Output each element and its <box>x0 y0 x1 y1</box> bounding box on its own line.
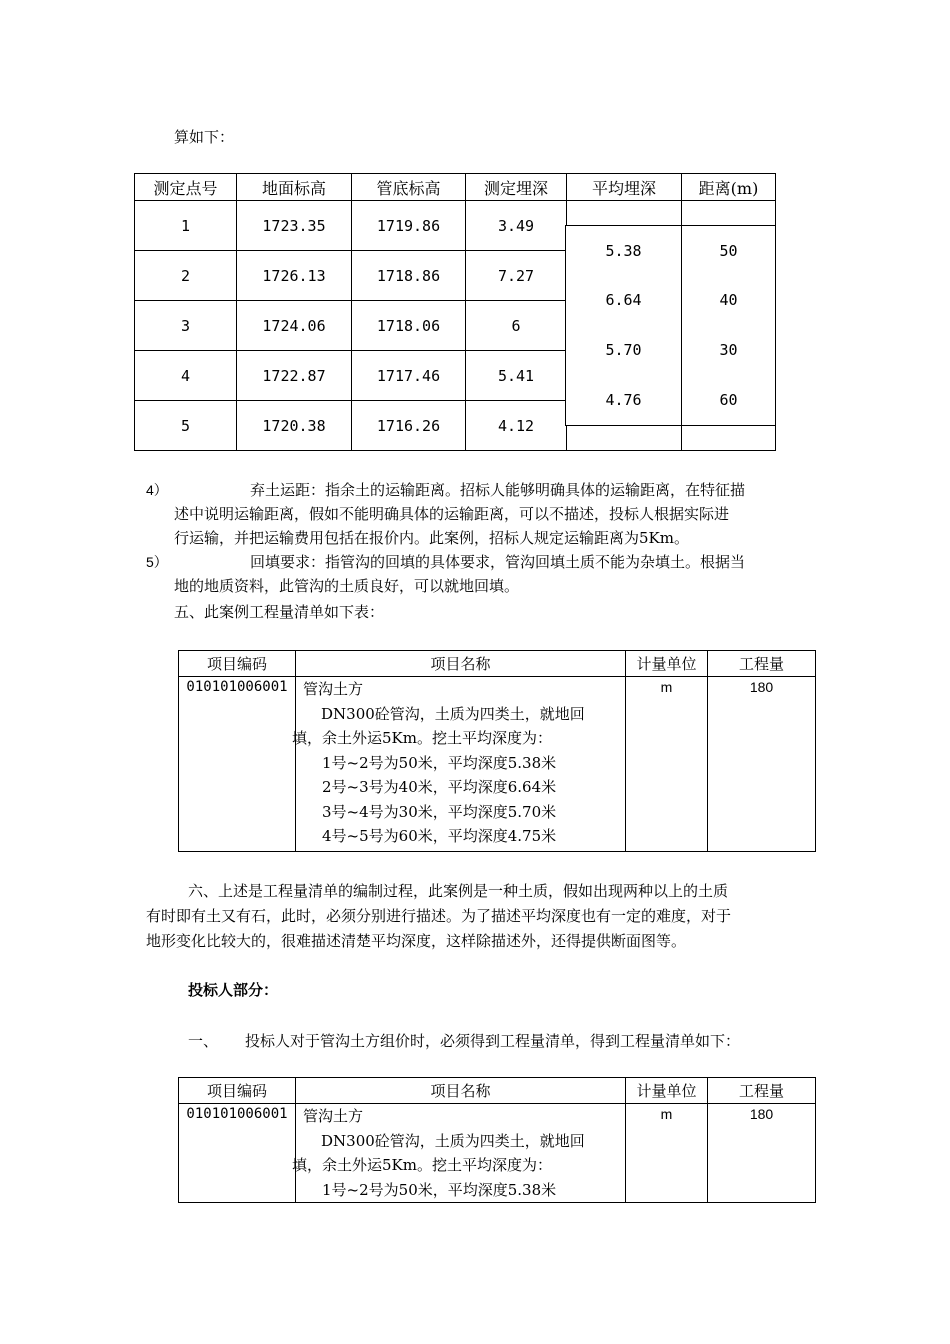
header-avg: 平均埋深 <box>567 174 682 201</box>
bill-name-line: 3号~4号为30米，平均深度5.70米 <box>322 802 557 821</box>
cell-point: 2 <box>135 251 237 301</box>
segment-avg: 5.38 <box>565 225 682 276</box>
cell-depth: 4.12 <box>466 401 567 451</box>
bill-qty: 180 <box>708 1104 816 1203</box>
intro-text: 算如下： <box>174 128 235 146</box>
header-qty: 工程量 <box>708 1078 816 1104</box>
segment-distance: 50 <box>681 225 776 276</box>
segment-avg: 6.64 <box>565 275 682 326</box>
cell-point: 4 <box>135 351 237 401</box>
para4-line: 弃土运距：指余土的运输距离。招标人能够明确具体的运输距离，在特征描 <box>250 481 746 499</box>
cell-pipe: 1719.86 <box>352 201 466 251</box>
header-depth: 测定埋深 <box>466 174 567 201</box>
bill-name-line: 1号~2号为50米，平均深度5.38米 <box>322 753 557 772</box>
segment-distance: 40 <box>681 275 776 326</box>
cell-depth: 3.49 <box>466 201 567 251</box>
para4-line: 行运输，并把运输费用包括在报价内。此案例，招标人规定运输距离为5Km。 <box>174 529 689 547</box>
cell-depth: 6 <box>466 301 567 351</box>
cell-pipe: 1718.06 <box>352 301 466 351</box>
header-code: 项目编码 <box>179 1078 296 1104</box>
bill-code: 010101006001 <box>179 677 296 852</box>
bill-name-line: 1号~2号为50米，平均深度5.38米 <box>322 1180 557 1199</box>
bill-name-line: 2号~3号为40米，平均深度6.64米 <box>322 778 557 796</box>
bidder-line-number: 一、 <box>188 1032 219 1050</box>
cell-ground: 1726.13 <box>237 251 352 301</box>
bill-table-2 <box>178 1077 816 1203</box>
bidder-line-text: 投标人对于管沟土方组价时，必须得到工程量清单，得到工程量清单如下： <box>245 1032 741 1050</box>
bill-name-line: 管沟土方 <box>303 1107 364 1125</box>
table-row <box>179 677 816 852</box>
bill-name-line: 管沟土方 <box>303 680 364 698</box>
segment-avg: 5.70 <box>565 325 682 376</box>
para5-number: 5） <box>146 554 168 570</box>
bill-qty: 180 <box>708 677 816 852</box>
table-row <box>179 1104 816 1203</box>
cell-pipe: 1718.86 <box>352 251 466 301</box>
bill-unit: m <box>626 677 708 852</box>
header-qty: 工程量 <box>708 651 816 677</box>
bill-name-line: 4号~5号为60米，平均深度4.75米 <box>322 827 557 845</box>
bill-name-line: DN300砼管沟，土质为四类土，就地回 <box>321 1131 585 1150</box>
cell-ground: 1723.35 <box>237 201 352 251</box>
header-name: 项目名称 <box>296 651 626 677</box>
para5-line: 地的地质资料，此管沟的土质良好，可以就地回填。 <box>174 577 520 595</box>
bill-table-1 <box>178 650 816 852</box>
bill-name-line: 填，余土外运5Km。挖土平均深度为： <box>292 729 552 747</box>
bill-name <box>292 677 626 852</box>
cell-pipe: 1717.46 <box>352 351 466 401</box>
cell-point: 1 <box>135 201 237 251</box>
header-unit: 计量单位 <box>626 651 708 677</box>
bidder-heading: 投标人部分： <box>188 981 279 999</box>
bill-code: 010101006001 <box>179 1104 296 1203</box>
cell-depth: 5.41 <box>466 351 567 401</box>
cell-ground: 1720.38 <box>237 401 352 451</box>
header-name: 项目名称 <box>296 1078 626 1104</box>
segment-distance: 60 <box>681 375 776 426</box>
header-unit: 计量单位 <box>626 1078 708 1104</box>
para5-line: 回填要求：指管沟的回填的具体要求，管沟回填土质不能为杂填土。根据当 <box>250 553 746 571</box>
bill-name <box>292 1104 626 1203</box>
bill-header-row <box>179 1078 816 1104</box>
cell-ground: 1722.87 <box>237 351 352 401</box>
cell-depth: 7.27 <box>466 251 567 301</box>
section5-title: 五、此案例工程量清单如下表： <box>174 603 385 621</box>
para4-number: 4） <box>146 482 168 498</box>
header-distance: 距离(m) <box>682 174 776 201</box>
para6-line: 六、上述是工程量清单的编制过程，此案例是一种土质，假如出现两种以上的土质 <box>188 882 729 900</box>
header-point: 测定点号 <box>135 174 237 201</box>
header-pipe: 管底标高 <box>352 174 466 201</box>
header-code: 项目编码 <box>179 651 296 677</box>
cell-point: 3 <box>135 301 237 351</box>
cell-pipe: 1716.26 <box>352 401 466 451</box>
para6-line: 地形变化比较大的，很难描述清楚平均深度，这样除描述外，还得提供断面图等。 <box>146 932 687 950</box>
para4-line: 述中说明运输距离，假如不能明确具体的运输距离，可以不描述，投标人根据实际进 <box>174 505 730 523</box>
cell-ground: 1724.06 <box>237 301 352 351</box>
bill-name-line: 填，余土外运5Km。挖土平均深度为： <box>292 1156 552 1174</box>
bill-header-row <box>179 651 816 677</box>
measurement-header-row <box>135 174 776 201</box>
bill-unit: m <box>626 1104 708 1203</box>
segment-distance: 30 <box>681 325 776 376</box>
bill-name-line: DN300砼管沟，土质为四类土，就地回 <box>321 704 585 723</box>
header-ground: 地面标高 <box>237 174 352 201</box>
cell-point: 5 <box>135 401 237 451</box>
para6-line: 有时即有土又有石，此时，必须分别进行描述。为了描述平均深度也有一定的难度，对于 <box>146 907 732 925</box>
segment-avg: 4.76 <box>565 375 682 426</box>
